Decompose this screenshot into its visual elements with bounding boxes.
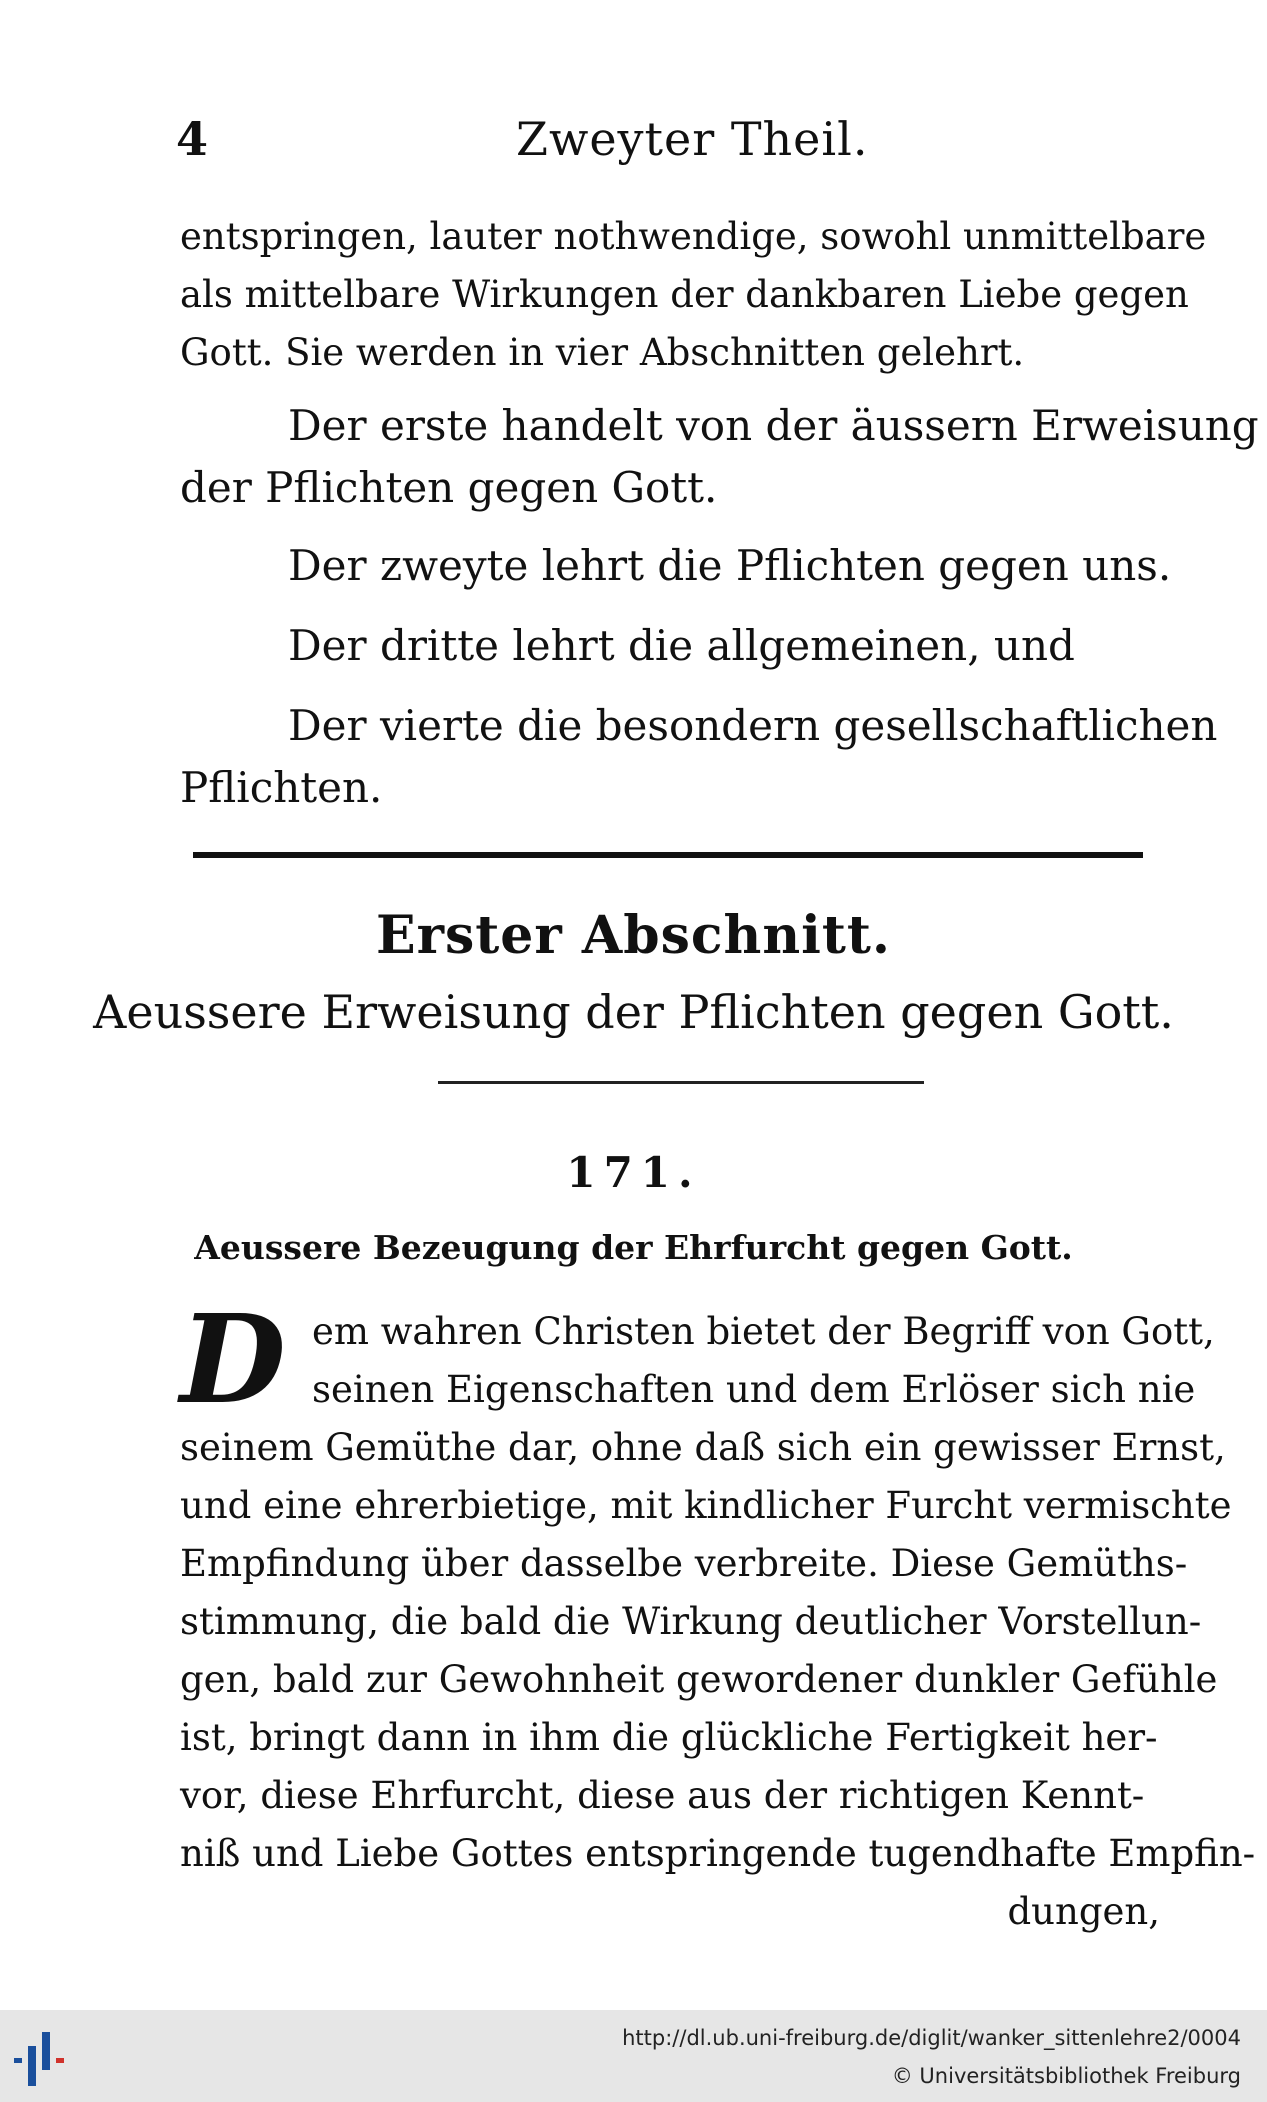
- permalink-url[interactable]: http://dl.ub.uni-freiburg.de/diglit/wanker_sittenlehre2/0004: [622, 2026, 1241, 2050]
- running-head: Zweyter Theil.: [516, 112, 869, 166]
- intro-line: entspringen, lauter nothwendige, sowohl unmittelbare: [180, 215, 1207, 258]
- divider-thick: [193, 852, 1143, 858]
- body-paragraph: [180, 1287, 1256, 1941]
- footer-bar: [0, 2010, 1267, 2102]
- page-header: [176, 112, 1176, 172]
- list-line: der Pflichten gegen Gott.: [180, 463, 718, 512]
- body-line: vor, diese Ehrfurcht, diese aus der richtigen Kennt-: [180, 1774, 1145, 1817]
- body-line: niß und Liebe Gottes entspringende tugendhafte Empfin-: [180, 1832, 1256, 1875]
- body-line: und eine ehrerbietige, mit kindlicher Furcht vermischte: [180, 1484, 1232, 1527]
- intro-line: als mittelbare Wirkungen der dankbaren Liebe gegen: [180, 273, 1189, 316]
- list-line: Der erste handelt von der äussern Erweisung: [288, 401, 1259, 450]
- section-list-item-4: [180, 695, 1218, 819]
- list-line: Der vierte die besondern gesellschaftlichen: [288, 701, 1218, 750]
- section-list-item-3: [180, 615, 1180, 677]
- section-subtitle: Aeussere Erweisung der Pflichten gegen Gott.: [93, 985, 1174, 1039]
- drop-cap: D: [180, 1287, 286, 1431]
- section-title: Erster Abschnitt.: [375, 905, 892, 966]
- body-line: ist, bringt dann in ihm die glückliche Fertigkeit her-: [180, 1716, 1158, 1759]
- page-number: 4: [176, 112, 209, 166]
- list-line: Pflichten.: [180, 763, 383, 812]
- ub-freiburg-logo-icon[interactable]: [12, 2028, 76, 2086]
- list-line: Der zweyte lehrt die Pflichten gegen uns.: [288, 541, 1172, 590]
- paragraph-number: 171.: [566, 1148, 701, 1197]
- intro-paragraph: [180, 208, 1207, 382]
- body-line: stimmung, die bald die Wirkung deutlicher Vorstellun-: [180, 1600, 1202, 1643]
- list-line: Der dritte lehrt die allgemeinen, und: [288, 621, 1075, 670]
- body-line: seinen Eigenschaften und dem Erlöser sich nie: [312, 1368, 1196, 1411]
- paragraph-heading: Aeussere Bezeugung der Ehrfurcht gegen Gott.: [194, 1228, 1073, 1267]
- section-list-item-1: [180, 395, 1259, 519]
- section-list-item-2: [180, 535, 1180, 597]
- body-line: em wahren Christen bietet der Begriff von Gott,: [312, 1310, 1215, 1353]
- body-line: gen, bald zur Gewohnheit gewordener dunkler Gefühle: [180, 1658, 1218, 1701]
- divider-thin: [438, 1081, 924, 1084]
- intro-line: Gott. Sie werden in vier Abschnitten gelehrt.: [180, 331, 1025, 374]
- body-line: seinem Gemüthe dar, ohne daß sich ein gewisser Ernst,: [180, 1426, 1226, 1469]
- body-line: Empfindung über dasselbe verbreite. Diese Gemüths-: [180, 1542, 1188, 1585]
- copyright-notice: © Universitätsbibliothek Freiburg: [891, 2064, 1241, 2088]
- catchword: dungen,: [1007, 1890, 1160, 1933]
